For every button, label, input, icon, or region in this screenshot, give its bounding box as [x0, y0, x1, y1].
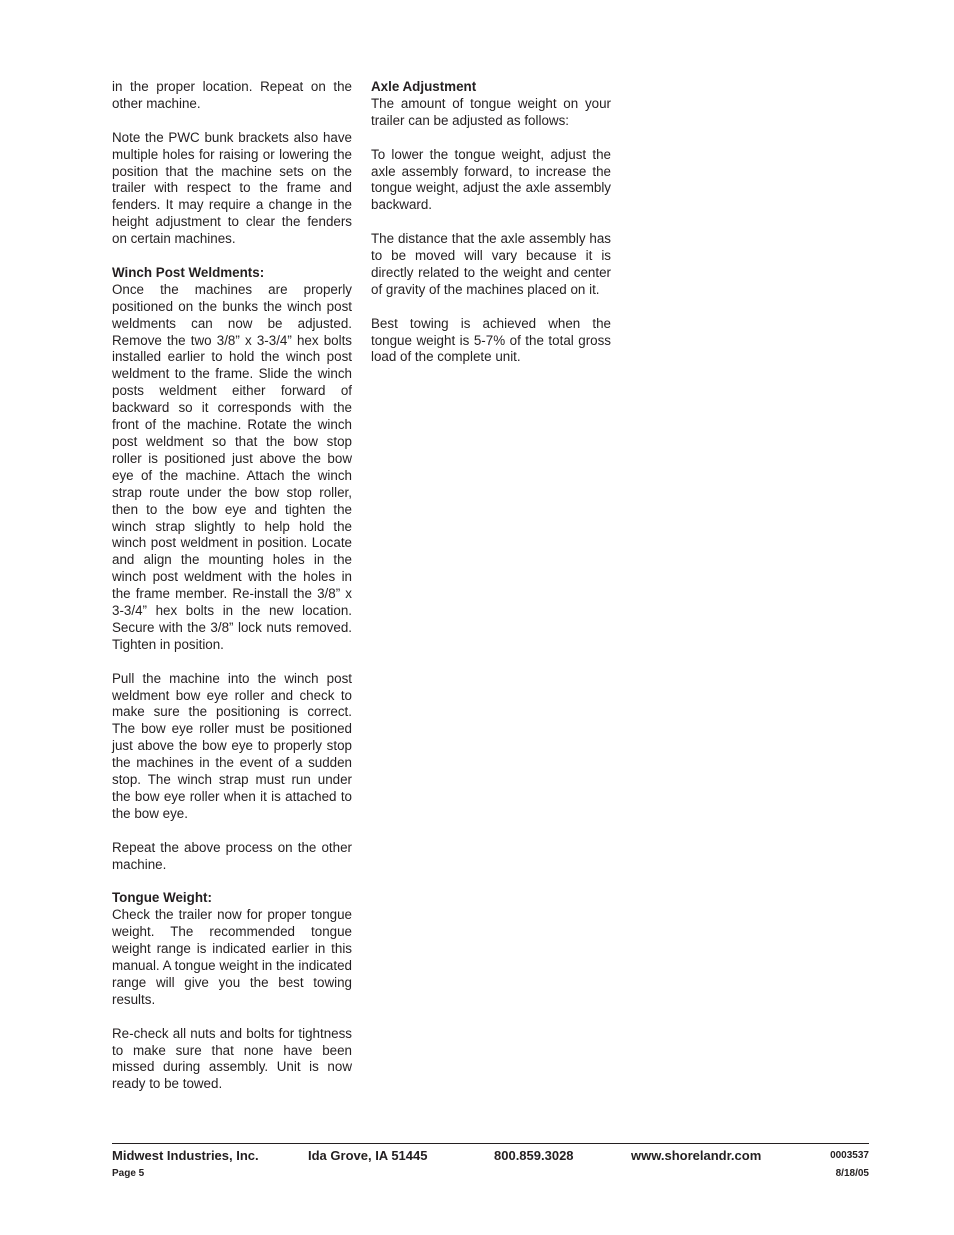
paragraph: [371, 147, 611, 215]
axle-adjustment-section: [371, 79, 611, 130]
paragraph-text: The distance that the axle assembly has to be moved will vary because it is directly related to the weight and center of gravity of the machines placed on it.: [371, 231, 611, 297]
section-heading: Winch Post Weldments:: [112, 264, 265, 280]
paragraph-text: Repeat the above process on the other machine.: [112, 839, 352, 872]
paragraph: [112, 671, 352, 823]
company-phone: 800.859.3028: [494, 1148, 574, 1163]
paragraph-text: Check the trailer now for proper tongue weight. The recommended tongue weight range is indicated earlier in this manual. A tongue weight in the indicated range will give you the best towing results.: [112, 907, 352, 1007]
paragraph-text: Re-check all nuts and bolts for tightness to make sure that none have been missed during assembly. Unit is now ready to be towed.: [112, 1025, 352, 1092]
right-column: [371, 79, 611, 383]
page-footer: [112, 1143, 869, 1184]
document-number: 0003537: [830, 1150, 869, 1161]
company-location: Ida Grove, IA 51445: [308, 1148, 428, 1163]
footer-contact-row: [112, 1148, 869, 1168]
paragraph: [112, 840, 352, 874]
section-heading: Axle Adjustment: [371, 79, 477, 94]
paragraph-text: To lower the tongue weight, adjust the axle assembly forward, to increase the tongue weight, adjust the axle assembly backward.: [371, 146, 611, 213]
paragraph-text: Once the machines are properly positioned on the bunks the winch post weldments can now be adjusted. Remove the two 3/8” x 3-3/4” hex bolts installed earlier to hold the winch post weldment to the frame. Slide the winch posts weldment either forward of backward so it corresponds with the front of the machine. Rotate the winch post weldment so that the bow stop roller is positioned just above the bow eye of the machine. Attach the winch strap route under the bow stop roller, then to the bow eye and tighten the winch strap slightly to help hold the winch post weldment in position. Locate and align the mounting holes in the winch post weldment with the holes in the frame member. Re-install the 3/8” x 3-3/4” hex bolts in the new location. Secure with the 3/8” lock nuts removed. Tighten in position.: [112, 281, 352, 652]
paragraph-text: Note the PWC bunk brackets also have multiple holes for raising or lowering the position that the machine sets on the trailer with respect to the frame and fenders. It may require a change in the height adjustment to clear the fenders on certain machines.: [112, 129, 352, 247]
page-number: Page 5: [112, 1168, 145, 1179]
company-website: www.shorelandr.com: [631, 1148, 762, 1163]
paragraph: [112, 79, 352, 113]
paragraph: [112, 1026, 352, 1094]
paragraph: [371, 316, 611, 367]
paragraph-text: Best towing is achieved when the tongue weight is 5-7% of the total gross load of the complete unit.: [371, 315, 611, 365]
left-column: [112, 79, 352, 1110]
paragraph: [112, 130, 352, 248]
tongue-weight-section: [112, 890, 352, 1008]
paragraph-text: The amount of tongue weight on your trailer can be adjusted as follows:: [371, 95, 611, 128]
footer-meta-row: [112, 1168, 869, 1184]
section-heading: Tongue Weight:: [112, 890, 212, 906]
paragraph-text: in the proper location. Repeat on the other machine.: [112, 79, 352, 111]
paragraph: [371, 231, 611, 299]
company-name: Midwest Industries, Inc.: [112, 1148, 259, 1163]
winch-post-section: [112, 265, 352, 654]
paragraph-text: Pull the machine into the winch post weldment bow eye roller and check to make sure the positioning is correct. The bow eye roller must be positioned just above the bow eye to properly stop the machines in the event of a sudden stop. The winch strap must run under the bow eye roller when it is attached to the bow eye.: [112, 670, 352, 821]
document-date: 8/18/05: [835, 1168, 869, 1179]
footer-divider: [112, 1143, 869, 1144]
